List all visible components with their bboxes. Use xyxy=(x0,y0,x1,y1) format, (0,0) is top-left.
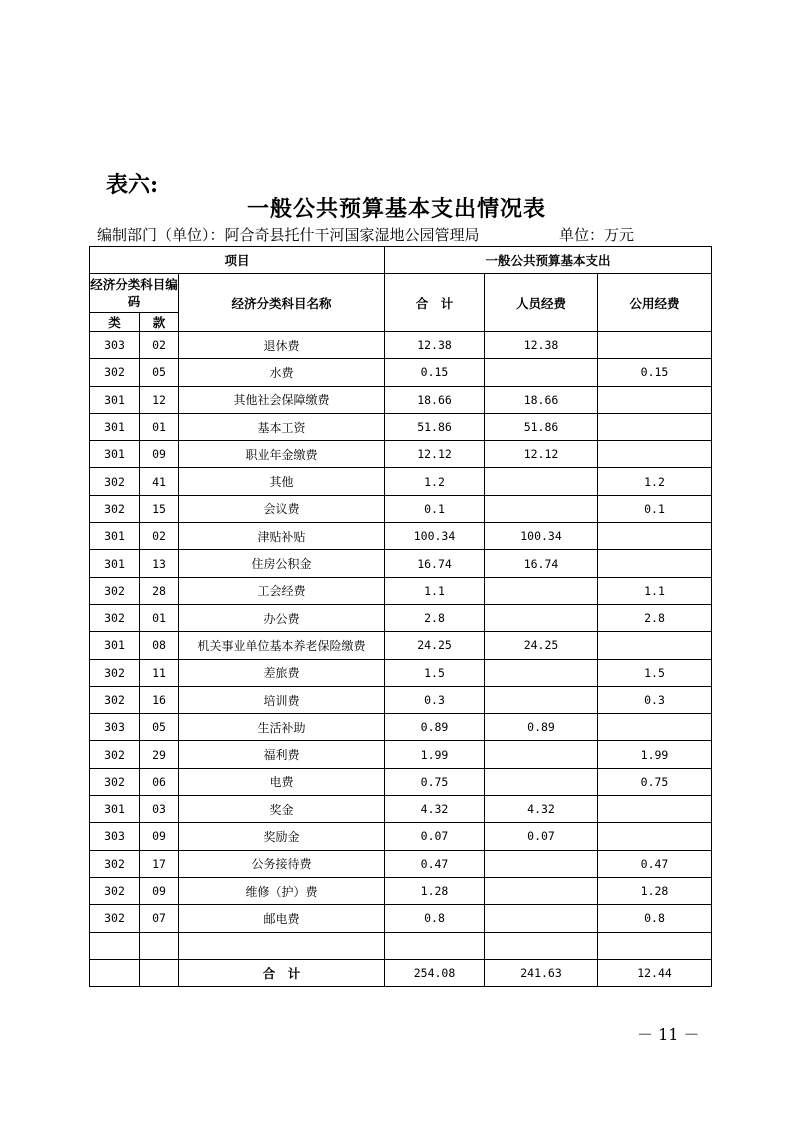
section-code-cell: 02 xyxy=(140,332,179,359)
personnel-cell: 16.74 xyxy=(485,550,598,577)
section-code-cell: 01 xyxy=(140,604,179,631)
class-code-cell: 302 xyxy=(90,877,140,904)
public-cell: 0.1 xyxy=(598,495,712,522)
personnel-cell xyxy=(485,768,598,795)
total-cell: 0.15 xyxy=(385,359,485,386)
public-cell xyxy=(598,550,712,577)
item-name-cell: 公务接待费 xyxy=(179,850,385,877)
class-code-cell: 303 xyxy=(90,332,140,359)
public-cell: 1.2 xyxy=(598,468,712,495)
public-cell: 0.15 xyxy=(598,359,712,386)
section-code-cell: 02 xyxy=(140,523,179,550)
table-label: 表六: xyxy=(106,172,159,198)
class-code-cell: 301 xyxy=(90,441,140,468)
total-cell: 51.86 xyxy=(385,413,485,440)
item-name-cell: 住房公积金 xyxy=(179,550,385,577)
personnel-cell: 24.25 xyxy=(485,632,598,659)
total-cell: 0.1 xyxy=(385,495,485,522)
class-code-cell: 302 xyxy=(90,741,140,768)
total-cell: 1.99 xyxy=(385,741,485,768)
total-cell: 100.34 xyxy=(385,523,485,550)
header-total: 合 计 xyxy=(385,274,485,332)
total-cell: 0.3 xyxy=(385,686,485,713)
item-name-cell: 奖励金 xyxy=(179,823,385,850)
page-title: 一般公共预算基本支出情况表 xyxy=(246,196,546,222)
class-code-cell: 302 xyxy=(90,604,140,631)
total-cell: 24.25 xyxy=(385,632,485,659)
public-cell xyxy=(598,714,712,741)
class-code-cell: 303 xyxy=(90,714,140,741)
section-code-cell: 06 xyxy=(140,768,179,795)
class-code-cell: 302 xyxy=(90,468,140,495)
personnel-cell xyxy=(485,659,598,686)
section-code-cell xyxy=(140,932,179,959)
total-cell: 1.28 xyxy=(385,877,485,904)
table-row xyxy=(90,577,712,604)
total-cell: 0.47 xyxy=(385,850,485,877)
table-row xyxy=(90,850,712,877)
class-code-cell: 301 xyxy=(90,632,140,659)
class-code-cell: 302 xyxy=(90,659,140,686)
table-row xyxy=(90,768,712,795)
budget-table xyxy=(89,246,712,987)
meta-row xyxy=(97,224,717,245)
table-row xyxy=(90,550,712,577)
table-row xyxy=(90,659,712,686)
public-cell: 0.3 xyxy=(598,686,712,713)
table-row xyxy=(90,905,712,932)
item-name-cell: 退休费 xyxy=(179,332,385,359)
section-code-cell: 11 xyxy=(140,659,179,686)
table-row xyxy=(90,823,712,850)
total-cell: 2.8 xyxy=(385,604,485,631)
total-cell: 1.5 xyxy=(385,659,485,686)
header-name: 经济分类科目名称 xyxy=(179,274,385,332)
class-code-cell: 302 xyxy=(90,850,140,877)
class-code-cell: 302 xyxy=(90,577,140,604)
total-cell: 1.1 xyxy=(385,577,485,604)
section-code-cell: 01 xyxy=(140,413,179,440)
personnel-cell xyxy=(485,877,598,904)
section-code-cell: 41 xyxy=(140,468,179,495)
total-cell: 0.8 xyxy=(385,905,485,932)
personnel-cell xyxy=(485,468,598,495)
total-cell: 1.2 xyxy=(385,468,485,495)
section-code-cell: 05 xyxy=(140,359,179,386)
personnel-cell: 12.12 xyxy=(485,441,598,468)
class-code-cell: 302 xyxy=(90,495,140,522)
table-row xyxy=(90,359,712,386)
item-name-cell: 邮电费 xyxy=(179,905,385,932)
table-row xyxy=(90,386,712,413)
section-code-cell: 13 xyxy=(140,550,179,577)
item-name-cell: 津贴补贴 xyxy=(179,523,385,550)
public-cell: 1.99 xyxy=(598,741,712,768)
public-cell xyxy=(598,932,712,959)
class-code-cell: 301 xyxy=(90,413,140,440)
personnel-cell xyxy=(485,686,598,713)
public-cell: 2.8 xyxy=(598,604,712,631)
section-code-cell: 16 xyxy=(140,686,179,713)
total-cell: 12.12 xyxy=(385,441,485,468)
section-code-cell: 09 xyxy=(140,877,179,904)
item-name-cell xyxy=(179,932,385,959)
class-code-cell: 301 xyxy=(90,523,140,550)
table-row xyxy=(90,686,712,713)
unit-label: 单位：万元 xyxy=(559,226,635,244)
class-code-cell: 301 xyxy=(90,386,140,413)
public-cell: 1.5 xyxy=(598,659,712,686)
public-cell xyxy=(598,523,712,550)
total-cell xyxy=(385,932,485,959)
class-code-cell xyxy=(90,932,140,959)
header-public: 公用经费 xyxy=(598,274,712,332)
public-cell xyxy=(598,413,712,440)
personnel-cell xyxy=(485,905,598,932)
public-cell: 0.75 xyxy=(598,768,712,795)
personnel-cell: 0.07 xyxy=(485,823,598,850)
section-code-cell: 28 xyxy=(140,577,179,604)
item-name-cell: 培训费 xyxy=(179,686,385,713)
section-code-cell: 15 xyxy=(140,495,179,522)
section-code-cell: 17 xyxy=(140,850,179,877)
table-row xyxy=(90,796,712,823)
item-name-cell: 福利费 xyxy=(179,741,385,768)
table-row xyxy=(90,932,712,959)
item-name-cell: 工会经费 xyxy=(179,577,385,604)
public-cell: 1.28 xyxy=(598,877,712,904)
totals-personnel: 241.63 xyxy=(485,959,598,986)
department-label: 编制部门（单位）：阿合奇县托什干河国家湿地公园管理局 xyxy=(97,226,480,244)
personnel-cell xyxy=(485,932,598,959)
table-row xyxy=(90,468,712,495)
item-name-cell: 职业年金缴费 xyxy=(179,441,385,468)
class-code-cell: 302 xyxy=(90,686,140,713)
empty-cell xyxy=(140,959,179,986)
section-code-cell: 09 xyxy=(140,441,179,468)
table-body xyxy=(90,247,712,987)
class-code-cell: 301 xyxy=(90,796,140,823)
section-code-cell: 12 xyxy=(140,386,179,413)
class-code-cell: 302 xyxy=(90,359,140,386)
item-name-cell: 奖金 xyxy=(179,796,385,823)
item-name-cell: 办公费 xyxy=(179,604,385,631)
public-cell xyxy=(598,796,712,823)
personnel-cell xyxy=(485,577,598,604)
personnel-cell xyxy=(485,359,598,386)
table-row xyxy=(90,877,712,904)
public-cell: 1.1 xyxy=(598,577,712,604)
page-number: － 11 － xyxy=(637,1025,700,1044)
header-personnel: 人员经费 xyxy=(485,274,598,332)
personnel-cell xyxy=(485,850,598,877)
item-name-cell: 机关事业单位基本养老保险缴费 xyxy=(179,632,385,659)
public-cell: 0.8 xyxy=(598,905,712,932)
total-cell: 4.32 xyxy=(385,796,485,823)
class-code-cell: 301 xyxy=(90,550,140,577)
header-row-2 xyxy=(90,274,712,313)
table-row xyxy=(90,604,712,631)
total-cell: 0.89 xyxy=(385,714,485,741)
section-code-cell: 29 xyxy=(140,741,179,768)
item-name-cell: 其他 xyxy=(179,468,385,495)
personnel-cell xyxy=(485,604,598,631)
header-code: 经济分类科目编码 xyxy=(90,274,179,313)
personnel-cell: 100.34 xyxy=(485,523,598,550)
class-code-cell: 303 xyxy=(90,823,140,850)
table-row xyxy=(90,741,712,768)
item-name-cell: 电费 xyxy=(179,768,385,795)
section-code-cell: 09 xyxy=(140,823,179,850)
public-cell xyxy=(598,441,712,468)
personnel-cell: 51.86 xyxy=(485,413,598,440)
header-section: 款 xyxy=(140,313,179,332)
header-item: 项目 xyxy=(90,247,385,274)
table-row xyxy=(90,332,712,359)
section-code-cell: 07 xyxy=(140,905,179,932)
totals-label: 合 计 xyxy=(179,959,385,986)
totals-row xyxy=(90,959,712,986)
table-row xyxy=(90,523,712,550)
item-name-cell: 其他社会保障缴费 xyxy=(179,386,385,413)
total-cell: 0.07 xyxy=(385,823,485,850)
table-row xyxy=(90,495,712,522)
totals-public: 12.44 xyxy=(598,959,712,986)
total-cell: 18.66 xyxy=(385,386,485,413)
public-cell: 0.47 xyxy=(598,850,712,877)
header-class: 类 xyxy=(90,313,140,332)
personnel-cell: 18.66 xyxy=(485,386,598,413)
personnel-cell: 0.89 xyxy=(485,714,598,741)
public-cell xyxy=(598,632,712,659)
item-name-cell: 会议费 xyxy=(179,495,385,522)
personnel-cell xyxy=(485,495,598,522)
total-cell: 0.75 xyxy=(385,768,485,795)
section-code-cell: 03 xyxy=(140,796,179,823)
personnel-cell: 4.32 xyxy=(485,796,598,823)
public-cell xyxy=(598,823,712,850)
table-row xyxy=(90,632,712,659)
total-cell: 16.74 xyxy=(385,550,485,577)
personnel-cell: 12.38 xyxy=(485,332,598,359)
table-row xyxy=(90,714,712,741)
item-name-cell: 基本工资 xyxy=(179,413,385,440)
class-code-cell: 302 xyxy=(90,768,140,795)
empty-cell xyxy=(90,959,140,986)
header-expenditure: 一般公共预算基本支出 xyxy=(385,247,712,274)
public-cell xyxy=(598,332,712,359)
personnel-cell xyxy=(485,741,598,768)
item-name-cell: 水费 xyxy=(179,359,385,386)
item-name-cell: 差旅费 xyxy=(179,659,385,686)
table-row xyxy=(90,441,712,468)
total-cell: 12.38 xyxy=(385,332,485,359)
table-row xyxy=(90,413,712,440)
item-name-cell: 维修（护）费 xyxy=(179,877,385,904)
header-row-1 xyxy=(90,247,712,274)
section-code-cell: 08 xyxy=(140,632,179,659)
section-code-cell: 05 xyxy=(140,714,179,741)
public-cell xyxy=(598,386,712,413)
class-code-cell: 302 xyxy=(90,905,140,932)
item-name-cell: 生活补助 xyxy=(179,714,385,741)
totals-total: 254.08 xyxy=(385,959,485,986)
